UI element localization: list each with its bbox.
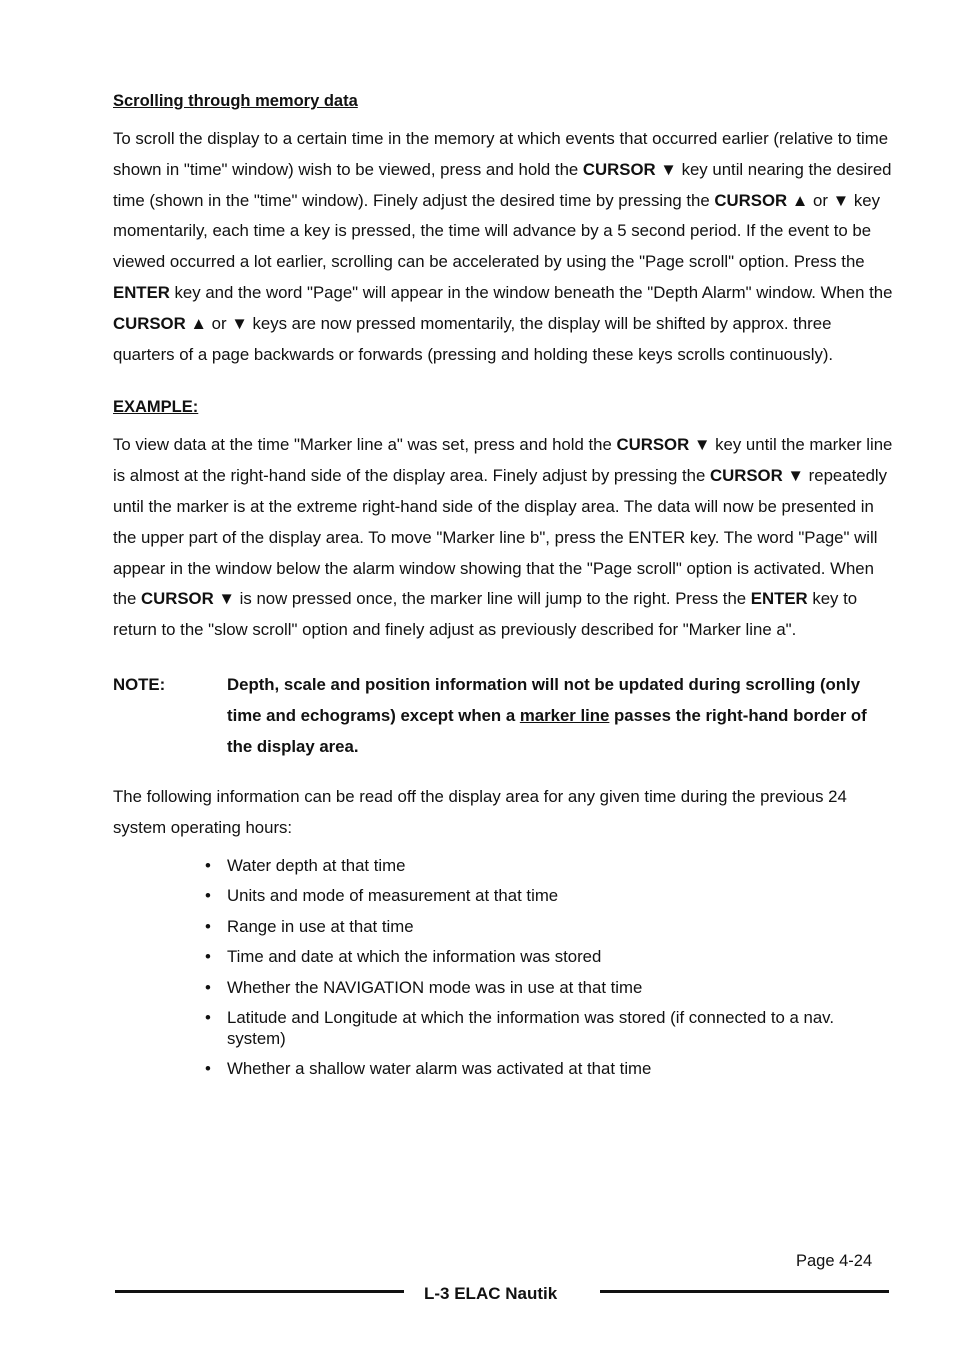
list-item: • Range in use at that time (205, 917, 893, 938)
footer-rule-right (600, 1290, 889, 1293)
bold-key-name: CURSOR ▼ (582, 159, 677, 179)
note-underlined-term: marker line (519, 705, 610, 725)
list-item: • Whether the NAVIGATION mode was in use at that time (205, 978, 893, 999)
info-bullet-list (113, 856, 893, 1080)
document-page (113, 88, 893, 1090)
section-heading-example: EXAMPLE: (113, 398, 199, 417)
note-label: NOTE: (113, 674, 166, 694)
bold-key-name: ENTER (113, 282, 170, 302)
footer-rule-left (115, 1290, 404, 1293)
bold-key-name: ENTER (750, 589, 808, 609)
note-text (227, 670, 893, 762)
bold-key-name: CURSOR ▲ (714, 190, 809, 210)
scrolling-paragraph: To scroll the display to a certain time in the memory at which events that occurred earlier (relative to time shown in "time" window) wish to be viewed, press and hold the CURSOR ▼ key until nearing the desired time (shown in the "time" window). Finely adjust the desired time by pressing the CURSOR ▲ or ▼ key momentarily, each time a key is pressed, the time will advance by a 5 second period. If the event to be viewed occurred a lot earlier, scrolling can be accelerated by using the "Page scroll" option. Press the ENTER key and the word "Page" will appear in the window beneath the "Depth Alarm" window. When the CURSOR ▲ or ▼ keys are now pressed momentarily, the display will be shifted by approx. three quarters of a page backwards or forwards (pressing and holding these keys scrolls continuously). (113, 129, 893, 364)
list-item: • Units and mode of measurement at that time (205, 886, 893, 907)
info-intro: The following information can be read off the display area for any given time during the previous 24 system operating hours: (113, 787, 847, 838)
page-number: Page 4-24 (796, 1252, 873, 1270)
note-block (113, 670, 893, 762)
section-heading-scrolling: Scrolling through memory data (113, 92, 358, 110)
list-item: • Time and date at which the information was stored (205, 947, 893, 968)
note-text-part: passes the right-hand border of the display area. (227, 705, 867, 756)
bold-key-name: CURSOR ▼ (616, 435, 711, 455)
list-item: • Whether a shallow water alarm was activated at that time (205, 1059, 893, 1080)
note-text-part: Depth, scale and position information will not be updated during scrolling (only time and echograms) except when a (227, 674, 861, 725)
bold-key-name: CURSOR ▲ (113, 313, 207, 333)
bold-key-name: CURSOR ▼ (710, 466, 804, 486)
example-paragraph: To view data at the time "Marker line a" was set, press and hold the CURSOR ▼ key until the marker line is almost at the right-hand side of the display area. Finely adjust by pressing the CURSOR ▼ repeatedly until the marker is at the extreme right-hand side of the display area. The data will now be presented in the upper part of the display area. To move "Marker line b", press the ENTER key. The word "Page" will appear in the window below the alarm window showing that the "Page scroll" option is activated. When the CURSOR ▼ is now pressed once, the marker line will jump to the right. Press the ENTER key to return to the "slow scroll" option and finely adjust as previously described for "Marker line a". (113, 435, 893, 640)
bold-key-name: CURSOR ▼ (141, 589, 235, 609)
footer-brand: L-3 ELAC Nautik (424, 1284, 558, 1303)
list-item: • Latitude and Longitude at which the information was stored (if connected to a nav. system) (205, 1008, 893, 1049)
list-item: • Water depth at that time (205, 856, 893, 877)
